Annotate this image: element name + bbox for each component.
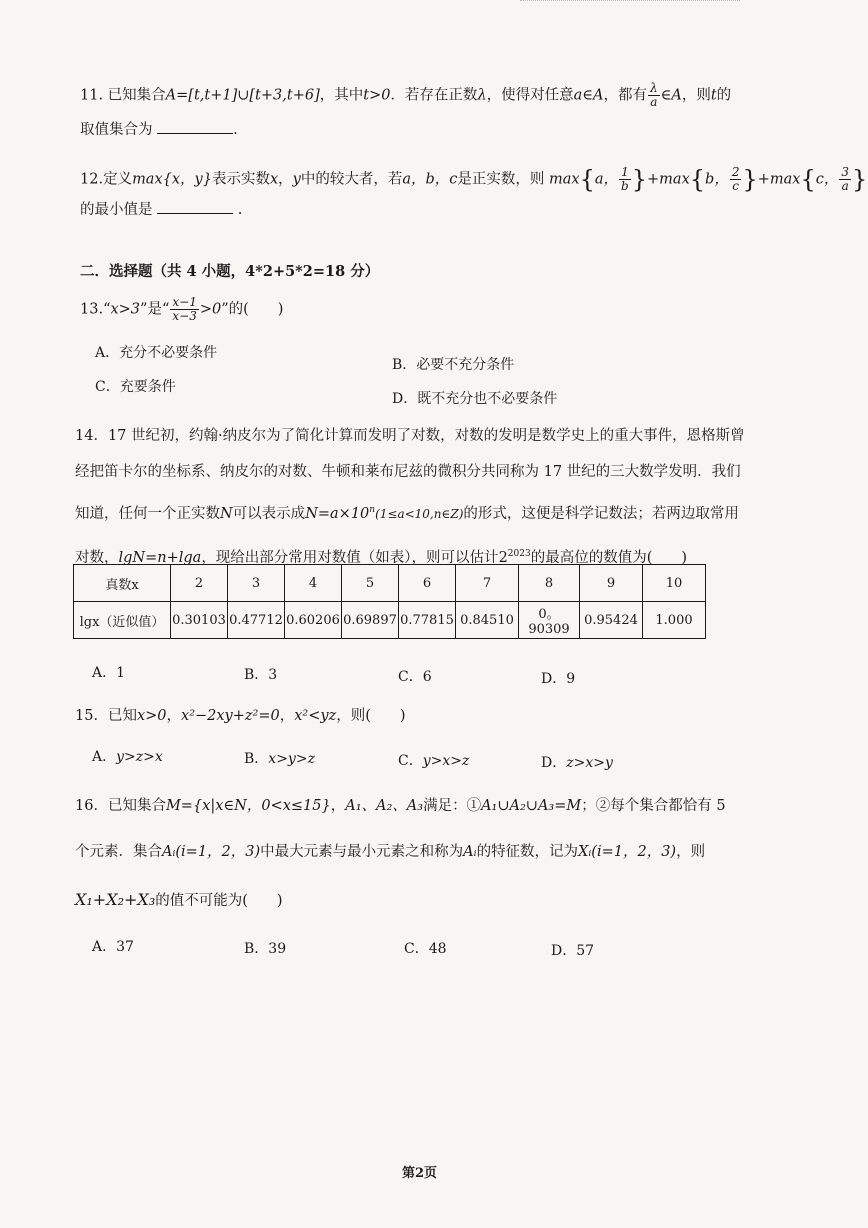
question-14-line4: 对数，lgN=n+lga，现给出部分常用对数值（如表），则可以估计$2^{2023}$的最高位的数值为( ): [75, 549, 688, 566]
page-number: 第2页: [402, 1166, 438, 1181]
question-number: 11.: [80, 87, 104, 104]
table-cell: 0.77815: [399, 602, 456, 639]
fraction: $\frac{x-1}{x-3}$: [172, 295, 197, 323]
question-number: 12.: [80, 171, 104, 188]
option-a[interactable]: A．y>z>x: [92, 749, 163, 765]
table-cell: 8: [519, 565, 580, 602]
answer-blank[interactable]: [157, 201, 233, 214]
option-b[interactable]: B．3: [244, 667, 278, 683]
table-cell: 4: [285, 565, 342, 602]
table-cell: 0.47712: [228, 602, 285, 639]
table-cell: 1.000: [643, 602, 706, 639]
table-cell: 5: [342, 565, 399, 602]
fraction: $\frac{\lambda}{a}$: [650, 81, 658, 109]
table-row: [74, 565, 706, 602]
option-c[interactable]: C．6: [398, 669, 432, 685]
table-cell: 9: [580, 565, 643, 602]
question-11-line1: 11. 已知集合A=[t,t+1]∪[t+3,t+6]，其中t>0．若存在正数λ，使得对任意a∈A，都有 $\frac{\lambda}{a}$ ∈A，则t的: [80, 81, 732, 109]
table-cell: 7: [456, 565, 519, 602]
table-cell: 0.69897: [342, 602, 399, 639]
table-cell: 0.60206: [285, 602, 342, 639]
table-cell: 0.84510: [456, 602, 519, 639]
table-cell: 10: [643, 565, 706, 602]
table-cell: 0.95424: [580, 602, 643, 639]
question-16-line3: X₁+X₂+X₃的值不可能为( ): [75, 890, 283, 909]
question-14-line2: 经把笛卡尔的坐标系、纳皮尔的对数、牛顿和莱布尼兹的微积分共同称为 17 世纪的三大数学发明．我们: [75, 464, 741, 480]
option-a[interactable]: A．37: [92, 939, 134, 955]
table-cell: 3: [228, 565, 285, 602]
option-d[interactable]: D．既不充分也不必要条件: [392, 391, 558, 407]
question-11-line2: 取值集合为 .: [80, 122, 238, 138]
option-d[interactable]: D．57: [551, 943, 595, 959]
fraction: $\frac{1}{b}$: [621, 165, 629, 193]
option-c[interactable]: C．48: [404, 941, 447, 957]
option-d[interactable]: D．z>x>y: [541, 755, 613, 771]
option-c[interactable]: C．充要条件: [95, 379, 176, 395]
table-cell: 6: [399, 565, 456, 602]
section-heading: 二．选择题（共 4 小题，4*2+5*2=18 分）: [80, 263, 380, 280]
answer-blank[interactable]: [157, 121, 233, 134]
option-d[interactable]: D．9: [541, 671, 576, 687]
table-cell: 真数x: [74, 565, 171, 602]
table-cell: 0。90309: [519, 602, 580, 639]
option-c[interactable]: C．y>x>z: [398, 753, 470, 769]
fraction: $\frac{3}{a}$: [841, 165, 850, 193]
question-12-line2: 的最小值是 .: [80, 202, 243, 218]
table-cell: 0.30103: [171, 602, 228, 639]
log-table: [73, 564, 706, 639]
option-b[interactable]: B．39: [244, 941, 287, 957]
option-b[interactable]: B．x>y>z: [244, 751, 315, 767]
fraction: $\frac{2}{c}$: [731, 165, 740, 193]
question-13: 13.“x>3”是“ $\frac{x-1}{x-3}$ >0”的( ): [80, 295, 284, 323]
scan-artifact: [520, 0, 740, 5]
option-a[interactable]: A．1: [92, 665, 126, 681]
question-14-line1: 14．17 世纪初，约翰·纳皮尔为了简化计算而发明了对数，对数的发明是数学史上的重大事件，恩格斯曾: [75, 428, 745, 444]
question-16-line1: 16．已知集合M={x|x∈N，0<x≤15}，A₁、A₂、A₃满足：①A₁∪A₂∪A₃=M；②每个集合都恰有 5: [75, 798, 726, 814]
option-a[interactable]: A．充分不必要条件: [95, 345, 218, 361]
table-row: [74, 602, 706, 639]
table-cell: 2: [171, 565, 228, 602]
question-12-line1: 12.定义max{x，y}表示实数x，y中的较大者，若a，b，c是正实数，则 max{a， $\frac{1}{b}$ }+max{b， $\frac{2}{c}$ }+max{c， $\frac{3}{a}$ }: [80, 165, 868, 194]
table-cell: lgx（近似值）: [74, 602, 171, 639]
option-b[interactable]: B．必要不充分条件: [392, 357, 515, 373]
question-15: 15．已知x>0，x²−2xy+z²=0，x²<yz，则( ): [75, 708, 406, 724]
question-16-line2: 个元素．集合Aᵢ(i=1，2，3)中最大元素与最小元素之和称为Aᵢ的特征数，记为Xᵢ(i=1，2，3)，则: [75, 844, 706, 860]
question-14-line3: 知道，任何一个正实数N可以表示成$N=a\times 10^n(1\le a<10,n\in Z)$的形式，这便是科学记数法；若两边取常用: [75, 505, 739, 522]
